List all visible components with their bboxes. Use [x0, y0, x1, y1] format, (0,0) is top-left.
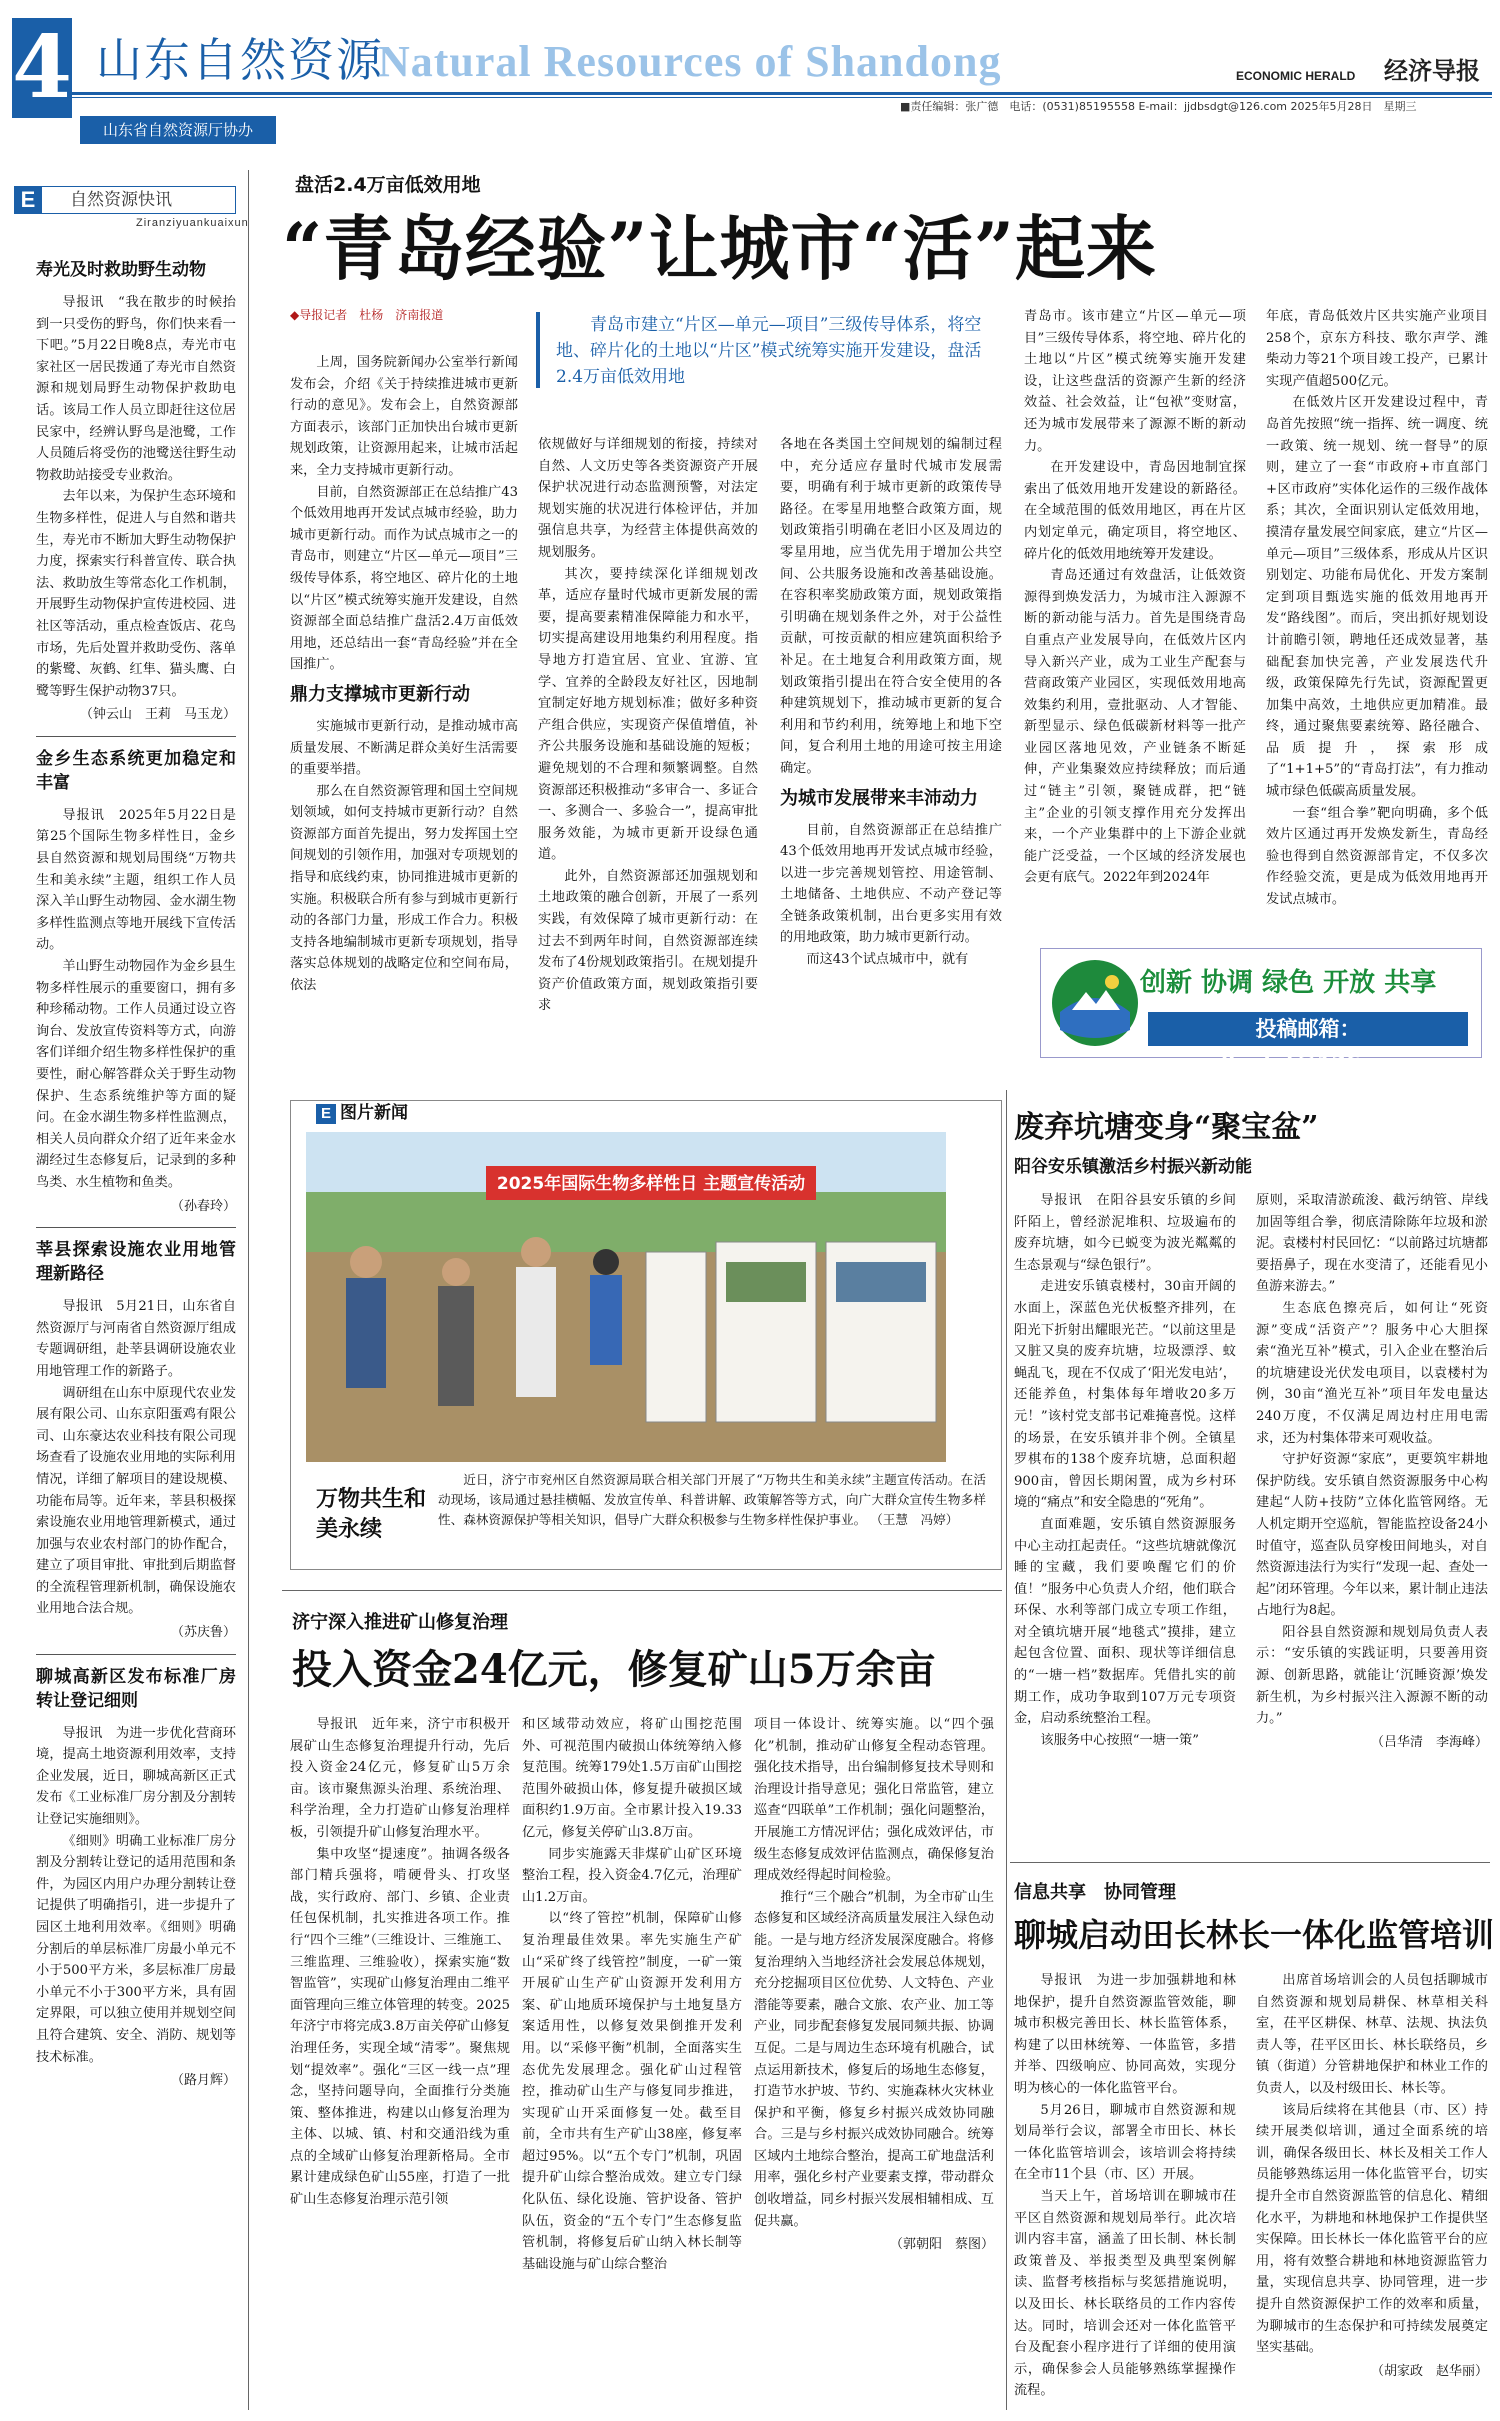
caption-text: 近日，济宁市兖州区自然资源局联合相关部门开展了“万物共生和美永续”主题宣传活动。在活动现场，该局通过悬挂横幅、发放宣传单、科普讲解、政策解答等方式，向广大群众宣传生物多样性、森林资源保护等相关知识，倡导广大群众积极参与生物多样性保护事业。 — [438, 1472, 986, 1527]
article-byline: （吕华清 李海峰） — [1370, 1734, 1488, 1750]
brief-paragraph: 去年以来，为保护生态环境和生物多样性，促进人与自然和谐共生，寿光市不断加大野生动物保护力度，探索实行科普宣传、联合执法、救助放生等常态化工作机制，开展野生动物保护宣传进校园、进社区等活动，重点检查饭店、花鸟市场，先后处置并救助受伤、落单的紫鹭、灰鹤、红隼、猫头鹰、白鹭等野生保护动物37只。 — [36, 489, 236, 699]
article-paragraph: 5月26日，聊城市自然资源和规划局举行会议，部署全市田长、林长一体化监管培训会，该培训会将持续在全市11个县（市、区）开展。 — [1014, 2102, 1236, 2183]
article-paragraph: 青岛市。该市建立“片区—单元—项目”三级传导体系，将空地、碎片化的土地以“片区”模式统筹实施开发建设，让这些盘活的资源产生新的经济效益、社会效益，让“包袱”变财富，还为城市发展带来了源源不断的新动力。 — [1024, 309, 1246, 454]
editor-info: ■责任编辑：张广德 电话：(0531)85195558 E-mail：jjdbsdgt@126.com 2025年5月28日 星期三 — [900, 100, 1417, 113]
liaocheng-headline: 聊城启动田长林长一体化监管培训 — [1014, 1916, 1495, 1954]
main-headline: “青岛经验”让城市“活”起来 — [282, 207, 1158, 290]
globe-logo-icon — [1052, 960, 1138, 1046]
article-paragraph: 项目一体设计、统筹实施。以“四个强化”机制，推动矿山修复全程动态管理。强化技术指导，出台编制修复技术导则和治理设计指导意见；强化日常监管，建立巡查“四联单”工作机制；强化问题整治，开展施工方情况评估；强化成效评估，市级生态修复成效评估监测点，确保修复治理成效经得起时间检验。 — [754, 1717, 994, 1884]
brief-title: 莘县探索设施农业用地管理新路径 — [36, 1240, 236, 1285]
article-paragraph: 其次，要持续深化详细规划改革，适应存量时代城市更新发展的需要，提高要素精准保障能力和水平，切实提高建设用地集约利用程度。指导地方打造宜居、宜业、宜游、宜学、宜养的全龄段友好社区，因地制宜制定好地方规划标准；做好多种资产组合供应，实现资产保值增值，补齐公共服务设施和基础设施的短板；避免规划的不合理和频繁调整。自然资源部还积极推动“多审合一、多证合一、多测合一、多验合一”，提高审批服务效能，为城市更新开设绿色通道。 — [538, 566, 758, 863]
mine-kicker: 济宁深入推进矿山修复治理 — [292, 1612, 508, 1633]
article-paragraph: 该局后续将在其他县（市、区）持续开展类似培训，通过全面系统的培训，确保各级田长、林长及相关工作人员能够熟练运用一体化监管平台，切实提升全市自然资源监管的信息化、精细化水平，为耕地和林地保护工作提供坚实保障。田长林长一体化监管平台的应用，将有效整合耕地和林地资源监管力量，实现信息共享、协同管理，进一步提升自然资源保护工作的效率和质量，为聊城市的生态保护和可持续发展奠定坚实基础。 — [1256, 2102, 1488, 2356]
mine-column-1 — [290, 1714, 510, 2414]
masthead-en: ECONOMIC HERALD — [1236, 69, 1356, 83]
article-paragraph: 阳谷县自然资源和规划局负责人表示：“安乐镇的实践证明，只要善用资源、创新思路，就能让‘沉睡资源’焕发新生机，为乡村振兴注入源源不断的动力。” — [1256, 1624, 1488, 1727]
liaocheng-kicker: 信息共享 协同管理 — [1014, 1882, 1176, 1903]
article-paragraph: 青岛还通过有效盘活，让低效资源得到焕发活力，为城市注入源源不断的新动能与活力。首先是围绕青岛自重点产业发展导向，在低效片区内导入新兴产业，成为工业生产配套与营商政策产业园区，实现低效用地高效集约利用，壹批驱动、人才智能、新型显示、绿色低碳新材料等一批产业园区落地见效，产业链条不断延伸，产业集聚效应持续释放；而后通过“链主”引领，聚链成群，把“链主”企业的引领支撑作用充分发挥出来，一个产业集群中的上下游企业就能广泛受益，一个区域的经济发展也会更有底气。2022年到2024年 — [1024, 568, 1246, 886]
brief-separator — [36, 736, 236, 737]
header-rule-thin — [72, 97, 1492, 98]
column-divider — [248, 170, 249, 2410]
pond-column-1 — [1014, 1190, 1236, 1830]
photo-banner-text: 2025年国际生物多样性日 主题宣传活动 — [496, 1174, 806, 1194]
deck-accent-bar — [536, 312, 540, 388]
photo-news-label: 图片新闻 — [340, 1103, 408, 1123]
photo-news-headline: 万物共生和美永续 — [316, 1486, 427, 1542]
news-brief-title: 自然资源快讯 — [70, 190, 172, 210]
section-title-cn: 山东自然资源 — [96, 33, 384, 87]
news-brief-pinyin: Ziranziyuankuaixun — [136, 217, 249, 229]
article-paragraph: 该服务中心按照“一塘一策” — [1040, 1732, 1199, 1748]
article-paragraph: 导报讯 在阳谷县安乐镇的乡间阡陌上，曾经淤泥堆积、垃圾遍布的废弃坑塘，如今已蜕变为波光粼粼的生态景观与“绿色银行”。 — [1014, 1193, 1236, 1273]
article-paragraph: 目前，自然资源部正在总结推广43个低效用地再开发试点城市经验，助力城市更新行动。而作为试点城市之一的青岛市，则建立“片区—单元—项目”三级传导体系，将空地区、碎片化的土地以“片区”模式统筹实施开发建设，自然资源部全面总结推广盘活2.4万亩低效用地，还总结出一套“青岛经验”并在全国推广。 — [290, 484, 518, 673]
article-byline: （郭朝阳 蔡图） — [889, 2237, 994, 2253]
article-paragraph: 目前，自然资源部正在总结推广43个低效用地再开发试点城市经验，以进一步完善规划管控、用途管制、土地储备、土地供应、不动产登记等全链条政策机制，出台更多实用有效的用地政策，助力城市更新行动。 — [780, 822, 1002, 946]
main-byline: ◆导报记者 杜杨 济南报道 — [290, 308, 444, 322]
article-paragraph: 同步实施露天非煤矿山矿区环境整治工程，投入资金4.7亿元，治理矿山1.2万亩。 — [522, 1846, 742, 1905]
brief-paragraph: 羊山野生动物园作为金乡县生物多样性展示的重要窗口，拥有多种珍稀动物。工作人员通过设立咨询台、发放宣传资料等方式，向游客们详细介绍生物多样性保护的重要性，耐心解答群众关于野生动物保护、生态系统维护等方面的疑问。在金水湖生物多样性监测点，相关人员向群众介绍了近年来金水湖经过生态修复后，记录到的多种鸟类、水生植物和鱼类。 — [36, 959, 236, 1190]
article-paragraph: 当天上午，首场培训在聊城市茌平区自然资源和规划局举行。此次培训内容丰富，涵盖了田长制、林长制政策普及、举报类型及典型案例解读、监督考核指标与奖惩措施说明，以及田长、林长联络员的工作内容传达。同时，培训会还对一体化监管平台及配套小程序进行了详细的使用演示，确保参会人员能够熟练掌握操作流程。 — [1014, 2188, 1236, 2399]
photo-news-caption — [438, 1470, 986, 1530]
brief-paragraph: 《细则》明确工业标准厂房分割及分割转让登记的适用范围和条件，为园区内用户办理分割转让登记提供了明确指引，进一步提升了园区土地利用效率。《细则》明确分割后的单层标准厂房最小单元不小于500平方米，多层标准厂房最小单元不小于300平方米，具有固定界限，可以独立使用并规划空间且符合建筑、安全、消防、规划等技术标准。 — [36, 1833, 236, 2065]
brief-byline: （钟云山 王莉 马玉龙） — [79, 707, 236, 723]
main-deck: 青岛市建立“片区—单元—项目”三级传导体系，将空地、碎片化的土地以“片区”模式统筹实施开发建设，盘活2.4万亩低效用地 — [556, 315, 982, 387]
article-paragraph: 上周，国务院新闻办公室举行新闻发布会，介绍《关于持续推进城市更新行动的意见》。发布会上，自然资源部方面表示，该部门正加快出台城市更新规划政策，让资源用起来，让城市活起来，全力支持城市更新行动。 — [290, 355, 518, 478]
article-paragraph: 以“终了管控”机制，保障矿山修复治理最佳效果。率先实施生产矿山“采矿终了线管控”制度，一矿一策开展矿山生产矿山资源开发利用方案、矿山地质环境保护与土地复垦方案适用性，以修复效果倒推开发利用。以“采修平衡”机制，全面落实生态优先发展理念。强化矿山过程管控，推动矿山生产与修复同步推进，实现矿山开采面修复一处。截至目前，全市共有生产矿山38座，修复率超过95%。以“五个专门”机制，巩固提升矿山综合整治成效。建立专门绿化队伍、绿化设施、管护设备、管护队伍，资金的“五个专门”生态修复监管机制，将修复后矿山纳入林长制等基础设施与矿山综合整治 — [522, 1911, 742, 2272]
article-paragraph: 集中攻坚“提速度”。抽调各级各部门精兵强将，啃硬骨头、打攻坚战，实行政府、部门、乡镇、企业责任包保机制，扎实推进各项工作。推行“四个三维”（三维设计、三维施工、三维监理、三维验收），探索实施“数智监管”，实现矿山修复治理由二维平面管理向三维立体管理的转变。2025年济宁市将完成3.8万亩关停矿山修复治理任务，实现全域“清零”。聚焦规划“提效率”。强化“三区一线一点”理念，坚持问题导向，全面推行分类施策、整体推进，构建以山修复治理为主体、以城、镇、村和交通沿线为重点的全域矿山修复治理新格局。全市累计建成绿色矿山55座，打造了一批矿山生态修复治理示范引领 — [290, 1846, 510, 2208]
article-paragraph: 实施城市更新行动，是推动城市高质量发展、不断满足群众美好生活需要的重要举措。 — [290, 718, 518, 778]
article-paragraph: 出席首场培训会的人员包括聊城市自然资源和规划局耕保、林草相关科室，茌平区耕保、林草、法规、执法负责人等，茌平区田长、林长联络员，乡镇（街道）分管耕地保护和林业工作的负责人，以及村级田长、林长等。 — [1256, 1973, 1488, 2096]
article-paragraph: 生态底色擦亮后，如何让“死资源”变成“活资产”？服务中心大胆探索“渔光互补”模式，引入企业在整治后的坑塘建设光伏发电项目，以袁楼村为例，30亩“渔光互补”项目年发电量达240万度，不仅满足周边村庄用电需求，还为村集体带来可观收益。 — [1256, 1300, 1488, 1446]
article-byline: （胡家政 赵华丽） — [1370, 2363, 1488, 2379]
caption-byline: （王慧 冯婷） — [870, 1512, 959, 1527]
brief-title: 金乡生态系统更加稳定和丰富 — [36, 748, 236, 793]
article-paragraph: 推行“三个融合”机制，为全市矿山生态修复和区域经济高质量发展注入绿色动能。一是与地方经济发展深度融合。将修复治理纳入当地经济社会发展总体规划，充分挖掘项目区位优势、人文特色、产业潜能等要素，融合文旅、农产业、加工等产业，同步配套修复发展同频共振、协调互促。二是与周边生态环境有机融合，试点运用新技术，修复后的场地生态修复，打造节水护坡、节约、实施森林火灾林业保护和平衡，修复乡村振兴成效协同融合。三是与乡村振兴成效协同融合。统筹区域内土地综合整治，提高工矿地盘活利用率，强化乡村产业要素支撑，带动群众创收增益，同乡村振兴发展相辅相成、互促共赢。 — [754, 1889, 994, 2229]
article-paragraph: 导报讯 为进一步加强耕地和林地保护，提升自然资源监管效能，聊城市积极完善田长、林长监管体系，构建了以田林统筹、一体监管，多措并举、四级响应、协同高效，实现分明为核心的一体化监管平台。 — [1014, 1973, 1236, 2096]
subheading: 为城市发展带来丰沛动力 — [780, 787, 978, 809]
masthead-cn: 经济导报 — [1384, 57, 1480, 85]
article-paragraph: 年底，青岛低效片区共实施产业项目258个，京东方科技、歌尔声学、潍柴动力等21个项目竣工投产，已累计实现产值超500亿元。 — [1266, 309, 1488, 389]
brief-paragraph: 导报讯 为进一步优化营商环境，提高土地资源利用效率，支持企业发展，近日，聊城高新区正式发布《工业标准厂房分割及分割转让登记实施细则》。 — [36, 1725, 236, 1828]
subheading: 鼎力支撑城市更新行动 — [290, 683, 470, 705]
brief-title: 聊城高新区发布标准厂房转让登记细则 — [36, 1666, 236, 1711]
left-brief-column — [36, 250, 236, 2418]
main-kicker: 盘活2.4万亩低效用地 — [295, 174, 481, 196]
pond-column-2 — [1256, 1190, 1488, 1830]
article-paragraph: 依规做好与详细规划的衔接，持续对自然、人文历史等各类资源资产开展保护状况进行动态监测预警，对法定规划实施的状况进行体检评估，并加强信息共享，为经营主体提供高效的规划服务。 — [538, 437, 758, 560]
mine-column-2 — [522, 1714, 742, 2414]
article-paragraph: 原则，采取清淤疏浚、截污纳管、岸线加固等组合拳，彻底清除陈年垃圾和淤泥。袁楼村村民回忆：“以前路过坑塘都要捂鼻子，现在水变清了，还能看见小鱼游来游去。” — [1256, 1193, 1488, 1295]
brief-paragraph: 导报讯 “我在散步的时候抬到一只受伤的野鸟，你们快来看一下吧。”5月22日晚8点，寿光市屯家社区一居民拨通了寿光市自然资源和规划局野生动物保护救助电话。该局工作人员立即赶往这位居民家中，经辨认野鸟是池鹭，工作人员随后将受伤的池鹭送往野生动物救助站接受专业救治。 — [36, 295, 236, 483]
section-divider — [282, 1590, 1002, 1591]
news-photo — [306, 1132, 946, 1462]
header-rule — [72, 92, 1492, 95]
article-paragraph: 在开发建设中，青岛因地制宜探索出了低效用地开发建设的新路径。在全域范围的低效用地区，再在片区内划定单元，确定项目，将空地区、碎片化的低效用地统筹开发建设。 — [1024, 460, 1246, 562]
pond-headline: 废弃坑塘变身“聚宝盆” — [1014, 1110, 1319, 1145]
main-column-2 — [538, 434, 758, 1058]
article-paragraph: 而这43个试点城市中，就有 — [806, 952, 969, 968]
article-paragraph: 直面难题，安乐镇自然资源服务中心主动扛起责任。“这些坑塘就像沉睡的宝藏，我们要唤醒它们的价值！”服务中心负责人介绍，他们联合环保、水利等部门成立专项工作组，对全镇坑塘开展“地毯式”摸排，建立起包含位置、面积、现状等详细信息的“一塘一档”数据库。凭借扎实的前期工作，成功争取到107万元专项资金，启动系统整治工程。 — [1014, 1516, 1236, 1727]
brief-byline: （孙春玲） — [170, 1198, 236, 1214]
article-paragraph: 导报讯 近年来，济宁市积极开展矿山生态修复治理提升行动，先后投入资金24亿元，修复矿山5万余亩。该市聚焦源头治理、系统治理、科学治理，全力打造矿山修复治理样板，引领提升矿山修复治理水平。 — [290, 1717, 510, 1840]
banner-email[interactable]: 投稿邮箱：jjdbsdgt@126.com — [1148, 1012, 1468, 1046]
brief-separator — [36, 1227, 236, 1228]
brief-paragraph: 调研组在山东中原现代农业发展有限公司、山东京阳蛋鸡有限公司、山东豪达农业科技有限公司现场查看了设施农业用地的实际利用情况，详细了解项目的建设规模、功能布局等。近年来，莘县积极探索设施农业用地管理新模式，通过加强与农业农村部门的协作配合，建立了项目审批、审批到后期监督的全流程管理新机制，确保设施农业用地合法合规。 — [36, 1385, 236, 1617]
main-column-5 — [1266, 306, 1488, 942]
main-column-4 — [1024, 306, 1246, 950]
mine-column-3 — [754, 1714, 994, 2414]
article-paragraph: 那么在自然资源管理和国土空间规划领域，如何支持城市更新行动？自然资源部方面首先提出，努力发挥国土空间规划的引领作用，加强对专项规划的指导和底线约束，协同推进城市更新的实施。积极联合所有参与到城市更新行动的各部门力量，形成工作合力。积极支持各地编制城市更新专项规划，指导落实总体规划的战略定位和空间布局，依法 — [290, 783, 518, 994]
liaocheng-column-1 — [1014, 1970, 1236, 2418]
brief-separator — [36, 1654, 236, 1655]
main-column-3 — [780, 434, 1002, 1058]
section-title-en: Natural Resources of Shandong — [378, 37, 1002, 86]
page-number: 4 — [12, 17, 72, 118]
photo-news-e-icon: E — [316, 1104, 336, 1124]
article-paragraph: 此外，自然资源部还加强规划和土地政策的融合创新，开展了一系列实践，有效保障了城市更新行动：在过去不到两年时间，自然资源部连续发布了4份规划政策指引。在规划提升资产价值政策方面，规划政策指引要求 — [538, 868, 758, 1014]
liaocheng-column-2 — [1256, 1970, 1488, 2418]
article-paragraph: 守护好资源“家底”，更要筑牢耕地保护防线。安乐镇自然资源服务中心构建起“人防+技防”立体化监管网络。无人机定期开空巡航，智能监控设备24小时值守，巡查队员穿梭田间地头，对自然资源违法行为实行“发现一起、查处一起”闭环管理。今年以来，累计制止违法占地行为8起。 — [1256, 1452, 1488, 1619]
column-divider — [1006, 1090, 1007, 2410]
brief-byline: （苏庆鲁） — [170, 1625, 236, 1641]
article-paragraph: 走进安乐镇袁楼村，30亩开阔的水面上，深蓝色光伏板整齐排列，在阳光下折射出耀眼光芒。“以前这里是又脏又臭的废弃坑塘，垃圾漂浮、蚊蝇乱飞，现在不仅成了‘阳光发电站’，还能养鱼，村集体每年增收20多万元！”该村党支部书记难掩喜悦。这样的场景，在安乐镇并非个例。全镇星罗棋布的138个废弃坑塘，总面积超900亩，曾因长期闲置，成为乡村环境的“痛点”和安全隐患的“死角”。 — [1014, 1279, 1236, 1511]
article-paragraph: 各地在各类国土空间规划的编制过程中，充分适应存量时代城市发展需要，明确有利于城市更新的政策传导路径。在零星用地整合政策方面，规划政策指引明确在老旧小区及周边的零星用地，应当优先用于增加公共空间、公共服务设施和改善基础设施。在容积率奖励政策方面，规划政策指引明确在规划条件之外，对于公益性贡献，可按贡献的相应建筑面积给予补足。在土地复合利用政策方面，规划政策指引提出在符合安全使用的各种建筑规划下，推动城市更新的复合利用和节约利用，统筹地上和地下空间，复合利用土地的用途可按主用途确定。 — [780, 437, 1002, 776]
pond-subheadline: 阳谷安乐镇激活乡村振兴新动能 — [1014, 1157, 1252, 1177]
brief-paragraph: 导报讯 5月21日，山东省自然资源厅与河南省自然资源厅组成专题调研组，赴莘县调研设施农业用地管理工作的新路子。 — [36, 1299, 236, 1379]
main-column-1 — [290, 352, 518, 1058]
section-divider — [1010, 1862, 1490, 1863]
e-badge-icon: E — [14, 186, 42, 214]
brief-paragraph: 导报讯 2025年5月22日是第25个国际生物多样性日，金乡县自然资源和规划局围绕“万物共生和美永续”主题，组织工作人员深入羊山野生动物园、金水湖生物多样性监测点等地开展线下宣传活动。 — [36, 807, 236, 953]
article-paragraph: 一套“组合拳”靶向明确，多个低效片区通过再开发焕发新生，青岛经验也得到自然资源部肯定，不仅多次作经验交流，更是成为低效用地再开发试点城市。 — [1266, 805, 1488, 908]
brief-byline: （路月辉） — [170, 2073, 236, 2089]
article-paragraph: 在低效片区开发建设过程中，青岛首先按照“统一指挥、统一调度、统一政策、统一规划、统一督导”的原则，建立了一套“市政府+市直部门+区市政府”实体化运作的三级作战体系；其次，全面识别认定低效用地，摸清存量发展空间家底，建立“片区—单元—项目”三级体系，形成从片区识别划定、功能布局优化、开发方案制定到项目甄选实施的低效用地再开发“路线图”。而后，突出抓好规划设计前瞻引领，聘地任还成效显著，基础配套加快完善，产业发展迭代升级，政策保障先行先试，资源配置更加集中高效，土地供应更加精准。最终，通过聚焦要素统筹、路径融合、品质提升，探索形成了“1+1+5”的“青岛打法”，有力推动城市绿色低碳高质量发展。 — [1266, 395, 1488, 800]
article-paragraph: 和区域带动效应，将矿山围挖范围外、可视范围内破损山体统筹纳入修复范围。统筹179处1.5万亩矿山围挖范围外破损山体，修复提升破损区域面积约1.9万亩。全市累计投入19.33亿元，修复关停矿山3.8万亩。 — [522, 1717, 742, 1840]
banner-slogan: 创新 协调 绿色 开放 共享 — [1140, 968, 1437, 998]
brief-title: 寿光及时救助野生动物 — [36, 260, 206, 280]
co-organizer-badge: 山东省自然资源厅协办 — [80, 116, 276, 144]
mine-headline: 投入资金24亿元，修复矿山5万余亩 — [292, 1646, 936, 1693]
